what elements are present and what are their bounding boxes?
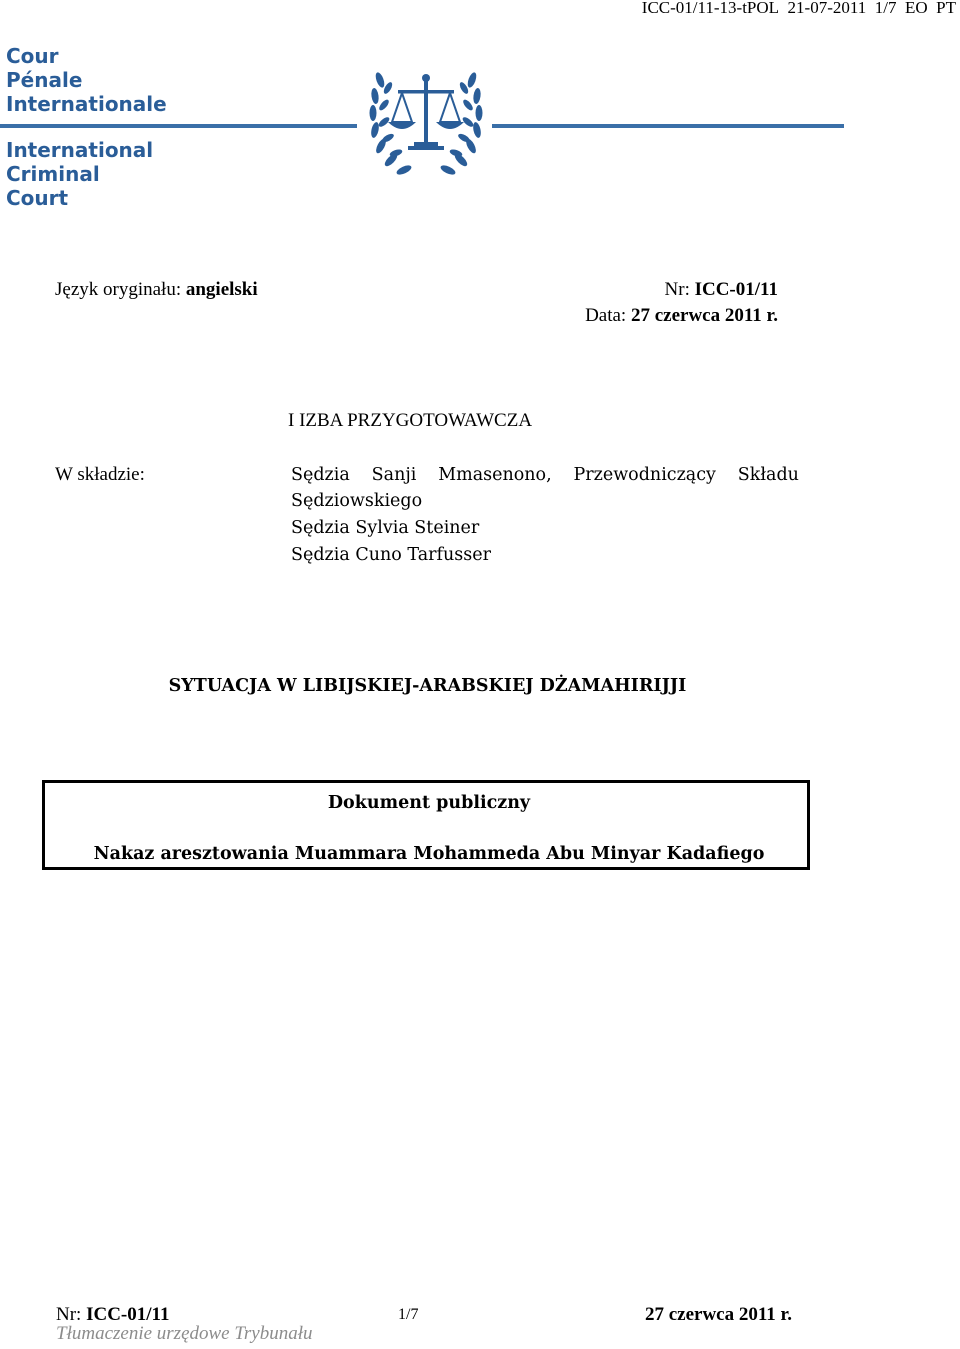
stamp-code-pt: PT [936, 0, 956, 17]
logo-word: International [6, 138, 154, 162]
judge-word: Mmasenono, [438, 465, 552, 485]
logo-word: Criminal [6, 162, 100, 186]
situation-title: SYTUACJA W LIBIJSKIEJ-ARABSKIEJ DŻAMAHIRIJJI [168, 676, 687, 696]
footer-date: 27 czerwca 2011 r. [644, 1304, 792, 1325]
language-value: angielski [185, 279, 258, 300]
document-title: Nakaz aresztowania Muammara Mohammeda Abu Minyar Kadafiego [93, 844, 765, 864]
chamber-name: I IZBA PRZYGOTOWAWCZA [288, 410, 533, 431]
logo-text-french [6, 44, 167, 116]
original-language [55, 279, 258, 301]
logo-word: Pénale [6, 68, 83, 92]
logo-word: Internationale [6, 92, 167, 116]
footer-number-value: ICC-01/11 [86, 1304, 170, 1325]
judge-steiner: Sędzia Sylvia Steiner [291, 518, 480, 538]
date-label: Data: [585, 305, 627, 326]
footer-translation-note: Tłumaczenie urzędowe Trybunału [56, 1323, 313, 1344]
number-value: ICC-01/11 [694, 279, 778, 300]
judge-word: Przewodniczący [573, 465, 716, 485]
logo-rule-left [0, 124, 357, 128]
stamp-page: 1/7 [874, 0, 897, 17]
date-value: 27 czerwca 2011 r. [630, 305, 778, 326]
composition-label: W składzie: [55, 464, 145, 485]
icc-logo [0, 38, 845, 208]
judge-presiding [291, 465, 799, 485]
document-number [665, 279, 778, 301]
judge-word: Składu [737, 465, 799, 485]
document-stamp [642, 0, 956, 18]
stamp-code-eo: EO [904, 0, 928, 17]
footer-page: 1/7 [398, 1306, 419, 1323]
language-label: Język oryginału: [55, 279, 182, 300]
document-title-box [42, 780, 810, 870]
stamp-reference: ICC-01/11-13-tPOL [641, 0, 780, 17]
document-date [585, 305, 778, 327]
logo-rule-right [492, 124, 844, 128]
judge-tarfusser: Sędzia Cuno Tarfusser [291, 545, 491, 565]
logo-word: Cour [6, 44, 59, 68]
scales-of-justice-icon [368, 60, 484, 178]
logo-text-english [6, 138, 153, 210]
judge-word: Sanji [371, 465, 417, 485]
footer-number-label: Nr: [56, 1304, 82, 1325]
document-classification: Dokument publiczny [327, 793, 531, 813]
logo-word: Court [6, 186, 69, 210]
judge-word: Sędzia [291, 465, 350, 485]
number-label: Nr: [664, 279, 690, 300]
judge-presiding-continuation: Sędziowskiego [291, 491, 423, 511]
stamp-date: 21-07-2011 [787, 0, 867, 17]
